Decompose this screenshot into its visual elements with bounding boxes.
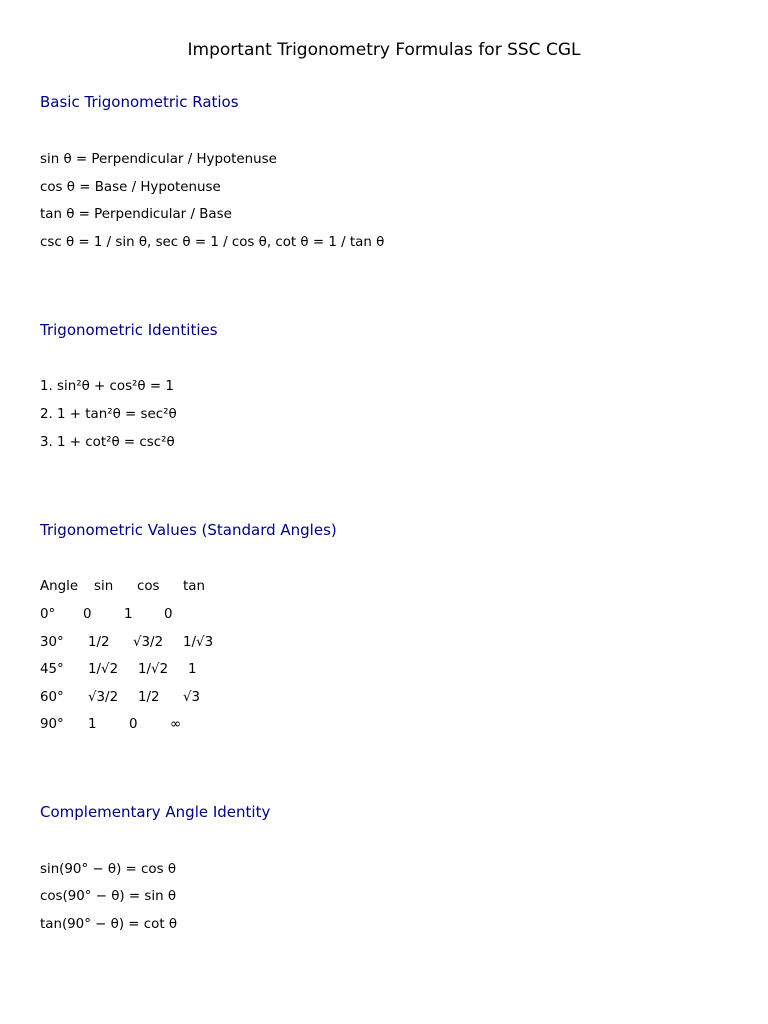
cell-sin: √3/2 (88, 690, 119, 705)
cell-sin: 0 (83, 607, 92, 622)
cell-sin: 1/√2 (88, 662, 119, 677)
formula-line: sin θ = Perpendicular / Hypotenuse (40, 152, 277, 167)
cell-tan: 1/√3 (183, 635, 214, 650)
cell-sin: 1/2 (88, 635, 110, 650)
identity-line: 3. 1 + cot²θ = csc²θ (40, 435, 175, 450)
identity-line: 2. 1 + tan²θ = sec²θ (40, 407, 177, 422)
header-cell-sin: sin (94, 579, 114, 594)
cell-angle: 0° (40, 607, 56, 622)
cell-angle: 30° (40, 635, 64, 650)
cell-cos: 1 (124, 607, 133, 622)
cell-angle: 90° (40, 717, 64, 732)
cell-sin: 1 (88, 717, 97, 732)
cell-tan: √3 (183, 690, 201, 705)
identity-line: 1. sin²θ + cos²θ = 1 (40, 379, 174, 394)
complementary-line: tan(90° − θ) = cot θ (40, 917, 178, 932)
section-heading-complementary: Complementary Angle Identity (40, 803, 271, 821)
formula-line: tan θ = Perpendicular / Base (40, 207, 232, 222)
formula-line: cos θ = Base / Hypotenuse (40, 180, 221, 195)
cell-tan: ∞ (170, 717, 182, 732)
header-cell-cos: cos (137, 579, 160, 594)
page-title: Important Trigonometry Formulas for SSC CGL (187, 40, 581, 60)
cell-tan: 1 (188, 662, 197, 677)
complementary-line: sin(90° − θ) = cos θ (40, 862, 177, 877)
header-cell-angle: Angle (40, 579, 79, 594)
cell-cos: √3/2 (133, 635, 164, 650)
section-heading-identities: Trigonometric Identities (40, 321, 218, 339)
cell-cos: 1/2 (138, 690, 160, 705)
section-heading-basic-ratios: Basic Trigonometric Ratios (40, 93, 239, 111)
header-cell-tan: tan (183, 579, 205, 594)
cell-cos: 1/√2 (138, 662, 169, 677)
section-heading-standard-values: Trigonometric Values (Standard Angles) (40, 521, 337, 539)
cell-cos: 0 (129, 717, 138, 732)
cell-angle: 45° (40, 662, 64, 677)
complementary-line: cos(90° − θ) = sin θ (40, 889, 177, 904)
formula-line: csc θ = 1 / sin θ, sec θ = 1 / cos θ, cot θ = 1 / tan θ (40, 235, 385, 250)
cell-tan: 0 (164, 607, 173, 622)
cell-angle: 60° (40, 690, 64, 705)
